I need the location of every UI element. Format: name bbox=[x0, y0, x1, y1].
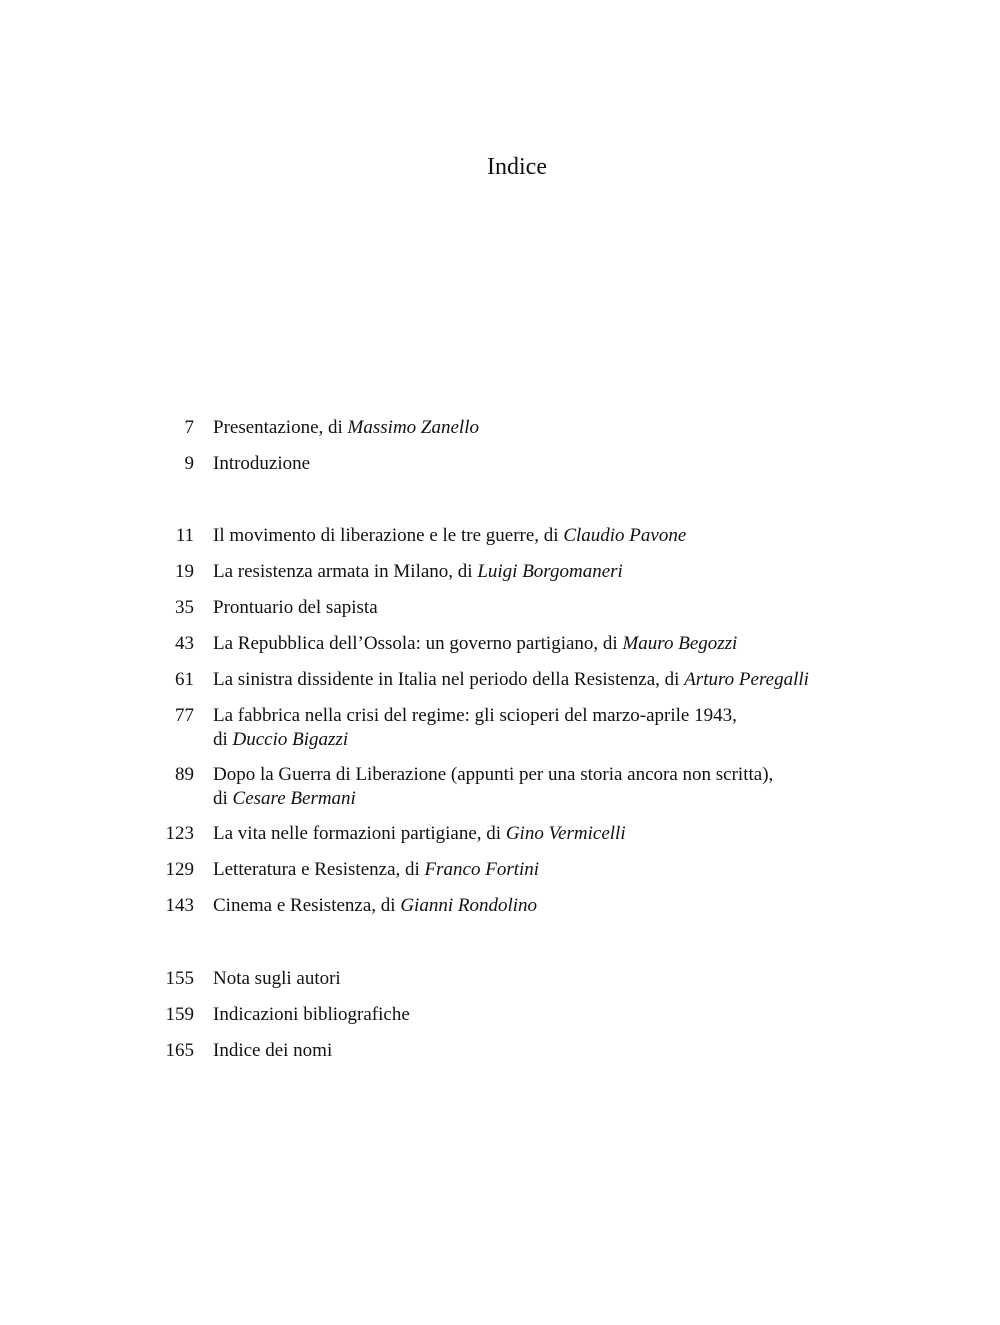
toc-page-number: 19 bbox=[175, 561, 194, 582]
toc-page-number: 159 bbox=[165, 1004, 194, 1025]
toc-entry[interactable] bbox=[0, 967, 1000, 991]
toc-entry-text bbox=[213, 704, 953, 752]
toc-entry-text bbox=[213, 632, 953, 656]
toc-entry-author: Franco Fortini bbox=[424, 859, 540, 880]
toc-page-number: 155 bbox=[165, 968, 194, 989]
toc-entry-title: La vita nelle formazioni partigiane, di bbox=[213, 823, 506, 844]
toc-page-number: 35 bbox=[175, 597, 194, 618]
toc-entry-title: Introduzione bbox=[213, 453, 311, 474]
toc-entry[interactable] bbox=[0, 524, 1000, 548]
toc-page-number: 61 bbox=[175, 669, 194, 690]
toc-entry[interactable] bbox=[0, 632, 1000, 656]
toc-page-number: 165 bbox=[165, 1040, 194, 1061]
toc-page-number: 89 bbox=[175, 764, 194, 785]
toc-entry[interactable] bbox=[0, 704, 1000, 752]
toc-entry-text bbox=[213, 763, 953, 811]
toc-entry-author: Luigi Borgomaneri bbox=[477, 561, 623, 582]
toc-entry-text bbox=[213, 858, 953, 882]
toc-entry-title: Nota sugli autori bbox=[213, 968, 341, 989]
toc-entry-title: Presentazione, di bbox=[213, 417, 348, 438]
toc-group-front-matter bbox=[0, 416, 1000, 488]
toc-entry-text bbox=[213, 452, 953, 476]
toc-entry-title: La sinistra dissidente in Italia nel periodo della Resistenza, di bbox=[213, 669, 685, 690]
toc-entry-title: Il movimento di liberazione e le tre guerre, di bbox=[213, 525, 564, 546]
toc-entry[interactable] bbox=[0, 668, 1000, 692]
toc-entry-author: Arturo Peregalli bbox=[684, 669, 809, 690]
toc-page-number: 77 bbox=[175, 705, 194, 726]
toc-entry-author: Cesare Bermani bbox=[232, 788, 356, 809]
toc-entry[interactable] bbox=[0, 894, 1000, 918]
toc-page-number: 43 bbox=[175, 633, 194, 654]
toc-entry[interactable] bbox=[0, 763, 1000, 811]
toc-entry[interactable] bbox=[0, 822, 1000, 846]
toc-entry-title-continued: di bbox=[213, 788, 233, 809]
toc-page-number: 7 bbox=[184, 417, 194, 438]
toc-entry-author: Gianni Rondolino bbox=[400, 895, 538, 916]
toc-entry-text bbox=[213, 894, 953, 918]
toc-entry-title: Indicazioni bibliografiche bbox=[213, 1004, 410, 1025]
toc-entry-text bbox=[213, 668, 953, 692]
toc-entry[interactable] bbox=[0, 1003, 1000, 1027]
toc-entry-author: Duccio Bigazzi bbox=[232, 729, 349, 750]
toc-entry-text bbox=[213, 967, 953, 991]
toc-entry-title: Letteratura e Resistenza, di bbox=[213, 859, 425, 880]
toc-entry-author: Mauro Begozzi bbox=[622, 633, 738, 654]
toc-entry-title: Dopo la Guerra di Liberazione (appunti per una storia ancora non scritta), bbox=[213, 764, 774, 785]
toc-entry-author: Gino Vermicelli bbox=[505, 823, 626, 844]
toc-entry-text bbox=[213, 1003, 953, 1027]
toc-entry-text bbox=[213, 1039, 953, 1063]
toc-entry-text bbox=[213, 416, 953, 440]
toc-entry-title: Cinema e Resistenza, di bbox=[213, 895, 401, 916]
toc-entry-title: La resistenza armata in Milano, di bbox=[213, 561, 478, 582]
toc-entry-author: Claudio Pavone bbox=[563, 525, 687, 546]
toc-page-number: 11 bbox=[175, 525, 194, 546]
toc-group-essays bbox=[0, 524, 1000, 930]
toc-page-number: 123 bbox=[165, 823, 194, 844]
toc-entry-title-continued: di bbox=[213, 729, 233, 750]
page-title: Indice bbox=[487, 154, 547, 180]
toc-entry-title: Indice dei nomi bbox=[213, 1040, 333, 1061]
toc-entry-title: La Repubblica dell’Ossola: un governo partigiano, di bbox=[213, 633, 623, 654]
toc-entry[interactable] bbox=[0, 416, 1000, 440]
toc-entry-text bbox=[213, 822, 953, 846]
toc-entry-text bbox=[213, 524, 953, 548]
toc-entry-title: La fabbrica nella crisi del regime: gli scioperi del marzo-aprile 1943, bbox=[213, 705, 737, 726]
toc-entry[interactable] bbox=[0, 452, 1000, 476]
toc-group-back-matter bbox=[0, 967, 1000, 1075]
toc-entry[interactable] bbox=[0, 858, 1000, 882]
toc-entry-title: Prontuario del sapista bbox=[213, 597, 378, 618]
toc-page-number: 129 bbox=[165, 859, 194, 880]
toc-entry-text bbox=[213, 560, 953, 584]
toc-page-number: 143 bbox=[165, 895, 194, 916]
toc-page-number: 9 bbox=[184, 453, 194, 474]
toc-entry[interactable] bbox=[0, 560, 1000, 584]
toc-entry-author: Massimo Zanello bbox=[347, 417, 479, 438]
toc-entry[interactable] bbox=[0, 1039, 1000, 1063]
toc-entry-text bbox=[213, 596, 953, 620]
toc-entry[interactable] bbox=[0, 596, 1000, 620]
